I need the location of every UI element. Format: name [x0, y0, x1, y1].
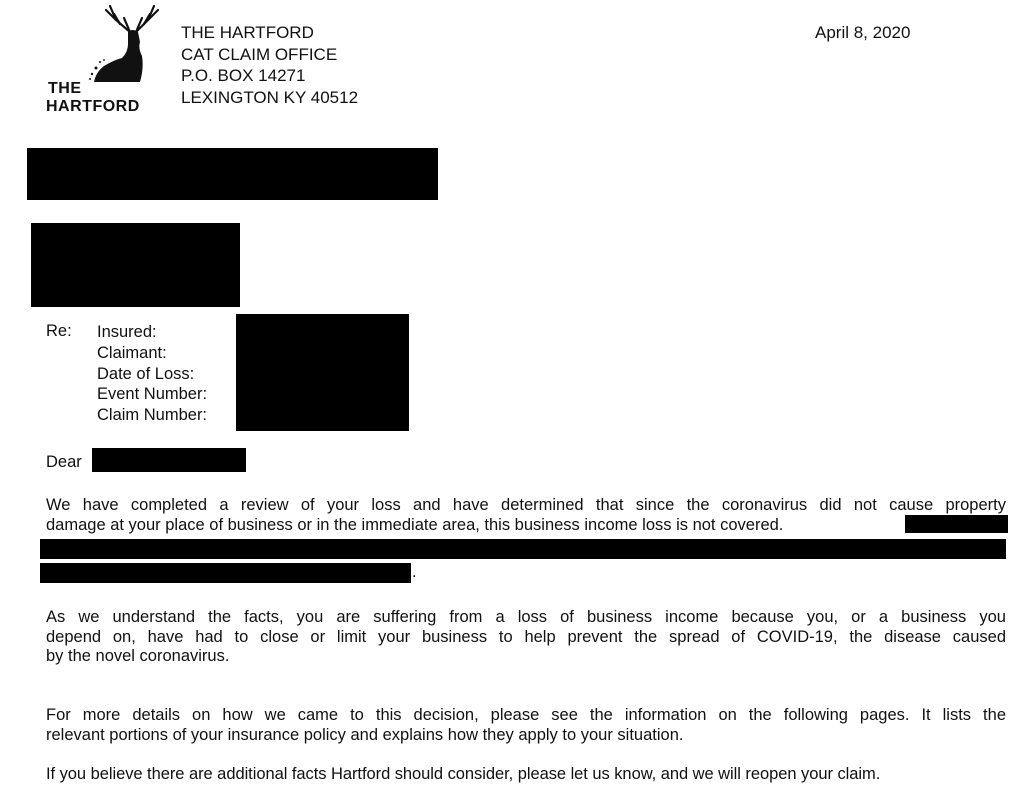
logo-wordmark — [46, 80, 140, 116]
paragraph-line: damage at your place of business or in the immediate area, this business income loss is not covered. — [46, 515, 784, 534]
field-event-number: Event Number: — [97, 385, 208, 404]
stag-logo-icon — [44, 2, 164, 82]
redaction-salutation-name — [92, 448, 246, 472]
redaction-reference-values — [236, 314, 409, 431]
sender-address — [181, 22, 358, 108]
field-insured: Insured: — [97, 323, 157, 341]
paragraph-facts — [46, 608, 1006, 667]
re-label: Re: — [46, 322, 72, 340]
paragraph-details — [46, 706, 1006, 745]
paragraph-line: We have completed a review of your loss and have determined that since the coronavirus did not cause property — [46, 496, 1006, 514]
paragraph-denial — [46, 496, 1006, 535]
address-line: CAT CLAIM OFFICE — [181, 44, 338, 64]
redaction-paragraph1-b — [40, 539, 1006, 559]
paragraph-line: For more details on how we came to this decision, please see the information on the following pages. It lists the — [46, 706, 1006, 724]
address-line: P.O. BOX 14271 — [181, 66, 306, 85]
redaction-paragraph1-c — [40, 563, 411, 583]
field-date-of-loss: Date of Loss: — [97, 364, 195, 383]
paragraph1-end: . — [412, 563, 417, 581]
salutation: Dear — [46, 453, 82, 471]
hartford-logo — [44, 2, 164, 120]
address-line: LEXINGTON KY 40512 — [181, 87, 359, 107]
logo-text-hartford: HARTFORD — [46, 98, 140, 115]
redaction-recipient-name — [27, 148, 438, 200]
paragraph-line: As we understand the facts, you are suffering from a loss of business income because you, or a business you — [46, 608, 1006, 626]
paragraph-line: depend on, have had to close or limit your business to help prevent the spread of COVID-19, the disease caused — [46, 627, 1006, 646]
paragraph-line: If you believe there are additional facts Hartford should consider, please let us know, and we will reopen your claim. — [46, 765, 881, 783]
letter-date: April 8, 2020 — [815, 23, 911, 42]
reference-fields — [97, 322, 207, 426]
address-line: THE HARTFORD — [181, 23, 314, 42]
redaction-recipient-address — [31, 223, 240, 307]
field-claim-number: Claim Number: — [97, 406, 208, 425]
logo-text-the: THE — [48, 80, 82, 97]
paragraph-line: by the novel coronavirus. — [46, 647, 230, 665]
paragraph-reopen — [46, 765, 1006, 785]
field-claimant: Claimant: — [97, 343, 167, 362]
redaction-paragraph1-a — [905, 515, 1008, 533]
paragraph-line: relevant portions of your insurance policy and explains how they apply to your situation. — [46, 725, 684, 744]
